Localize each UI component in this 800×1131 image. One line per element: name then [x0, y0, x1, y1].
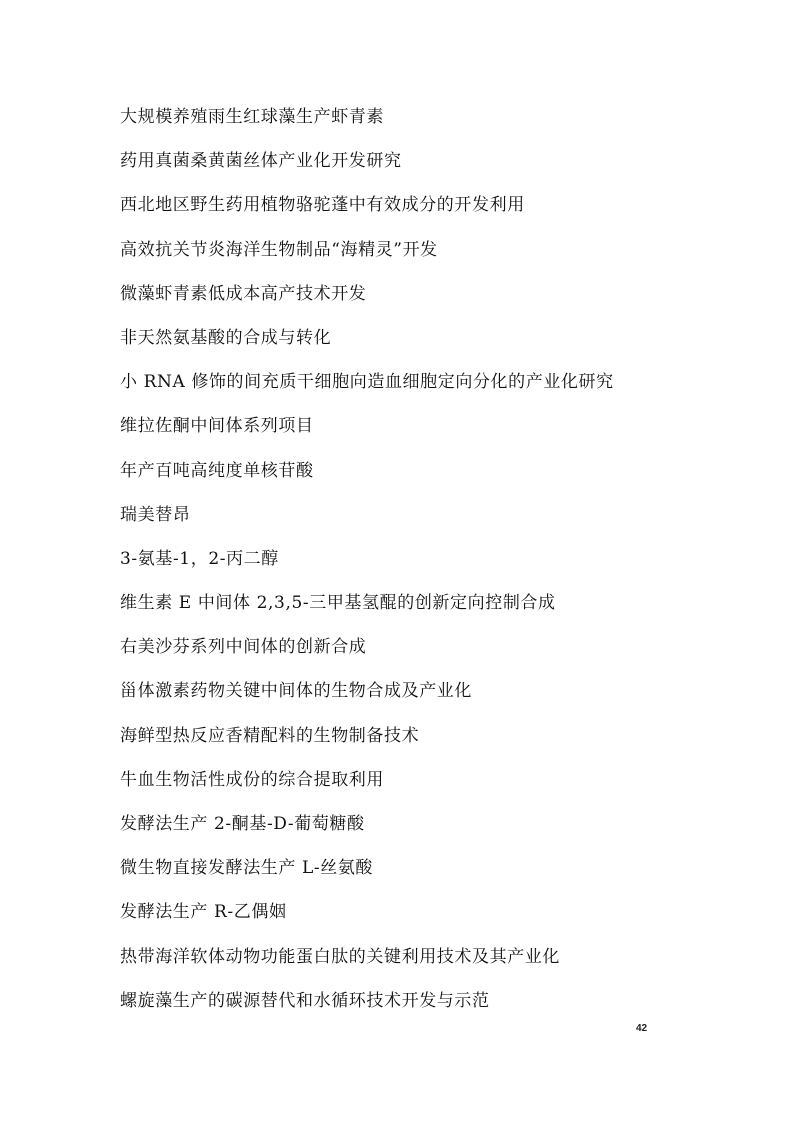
project-list: [120, 102, 614, 1030]
list-item: 瑞美替昂: [120, 504, 191, 525]
list-item: 海鲜型热反应香精配料的生物制备技术: [120, 725, 420, 746]
list-item: 年产百吨高纯度单核苷酸: [120, 460, 314, 481]
page-number: 42: [636, 1023, 648, 1034]
list-item: 非天然氨基酸的合成与转化: [120, 327, 332, 348]
list-item: 大规模养殖雨生红球藻生产虾青素: [120, 107, 384, 127]
list-item: 3-氨基-1，2-丙二醇: [120, 548, 279, 569]
list-item: 药用真菌桑黄菌丝体产业化开发研究: [120, 151, 402, 172]
list-item: 微生物直接发酵法生产 L-丝氨酸: [120, 858, 374, 879]
list-item: 右美沙芬系列中间体的创新合成: [120, 637, 367, 658]
list-item: 发酵法生产 R-乙偶姻: [120, 902, 287, 923]
list-item: 甾体激素药物关键中间体的生物合成及产业化: [120, 681, 472, 702]
list-item: 高效抗关节炎海洋生物制品“海精灵”开发: [120, 239, 438, 260]
list-item: 微藻虾青素低成本高产技术开发: [120, 283, 367, 304]
list-item: 热带海洋软体动物功能蛋白肽的关键利用技术及其产业化: [120, 946, 560, 967]
list-item: 牛血生物活性成份的综合提取利用: [120, 769, 384, 790]
list-item: 小 RNA 修饰的间充质干细胞向造血细胞定向分化的产业化研究: [120, 372, 614, 393]
list-item: 维生素 E 中间体 2,3,5-三甲基氢醌的创新定向控制合成: [120, 593, 556, 614]
list-item: 维拉佐酮中间体系列项目: [120, 416, 314, 437]
list-item: 发酵法生产 2-酮基-D-葡萄糖酸: [120, 814, 365, 834]
list-item: 西北地区野生药用植物骆驼蓬中有效成分的开发利用: [120, 195, 525, 216]
list-item: 螺旋藻生产的碳源替代和水循环技术开发与示范: [120, 990, 490, 1011]
